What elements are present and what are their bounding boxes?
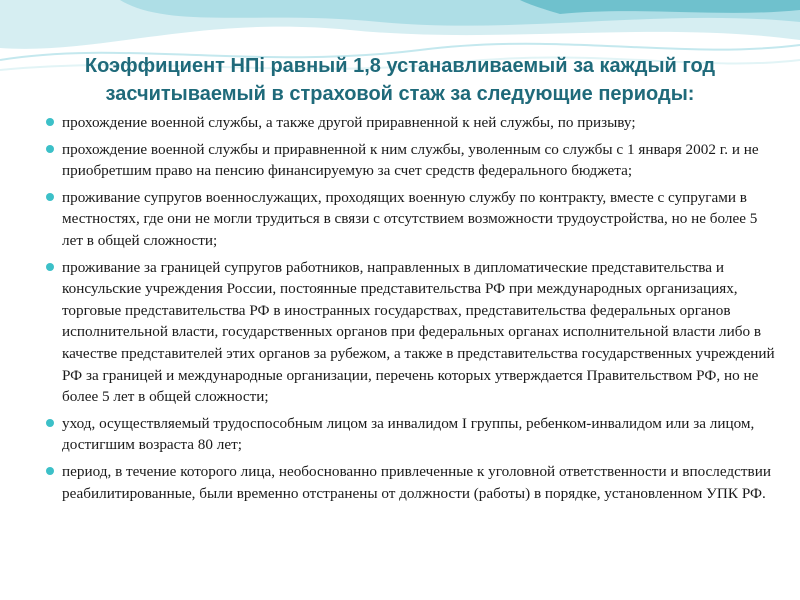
list-item: [46, 257, 776, 408]
slide-title: Коэффициент НПi равный 1,8 устанавливаемый за каждый год засчитываемый в страховой стаж за следующие периоды:: [84, 55, 716, 105]
bullet-marker-icon: [46, 118, 54, 126]
bullet-text: уход, осуществляемый трудоспособным лицом за инвалидом I группы, ребенком-инвалидом или за лицом, достигшим возраста 80 лет;: [62, 414, 755, 454]
bullet-text: прохождение военной службы и приравненной к ним службы, уволенным со службы с 1 января 2002 г. и не приобретшим право на пенсию финансируемую за счет средств федерального бюджета;: [62, 140, 759, 180]
bullet-text: проживание за границей супругов работников, направленных в дипломатические представительства и консульские учреждения России, постоянные представительства РФ при международных организациях, торговые представительства РФ в иностранных государствах, представительства федеральных органов исполнительной власти, государственных органов при федеральных органах исполнительной власти либо в качестве представителей этих органов за рубежом, а также в представительства государственных учреждений РФ за границей и международные организации, перечень которых утверждается Правительством РФ, но не более 5 лет в общей сложности;: [62, 258, 775, 406]
list-item: [46, 413, 776, 456]
bullet-marker-icon: [46, 467, 54, 475]
bullet-marker-icon: [46, 419, 54, 427]
list-item: [46, 187, 776, 252]
bullet-text: период, в течение которого лица, необоснованно привлеченные к уголовной ответственности и впоследствии реабилитированные, были временно отстранены от должности (работы) в порядке, установленном УПК РФ.: [62, 462, 771, 502]
list-item: [46, 112, 776, 134]
list-item: [46, 461, 776, 504]
bullet-list: [46, 112, 776, 509]
bullet-text: прохождение военной службы, а также другой приравненной к ней службы, по призыву;: [62, 114, 636, 131]
bullet-marker-icon: [46, 145, 54, 153]
list-item: [46, 139, 776, 182]
bullet-marker-icon: [46, 263, 54, 271]
bullet-text: проживание супругов военнослужащих, проходящих военную службу по контракту, вместе с супругами в местностях, где они не могли трудиться в связи с отсутствием возможности трудоустройства, но не более 5 лет в общей сложности;: [62, 188, 758, 249]
bullet-marker-icon: [46, 193, 54, 201]
